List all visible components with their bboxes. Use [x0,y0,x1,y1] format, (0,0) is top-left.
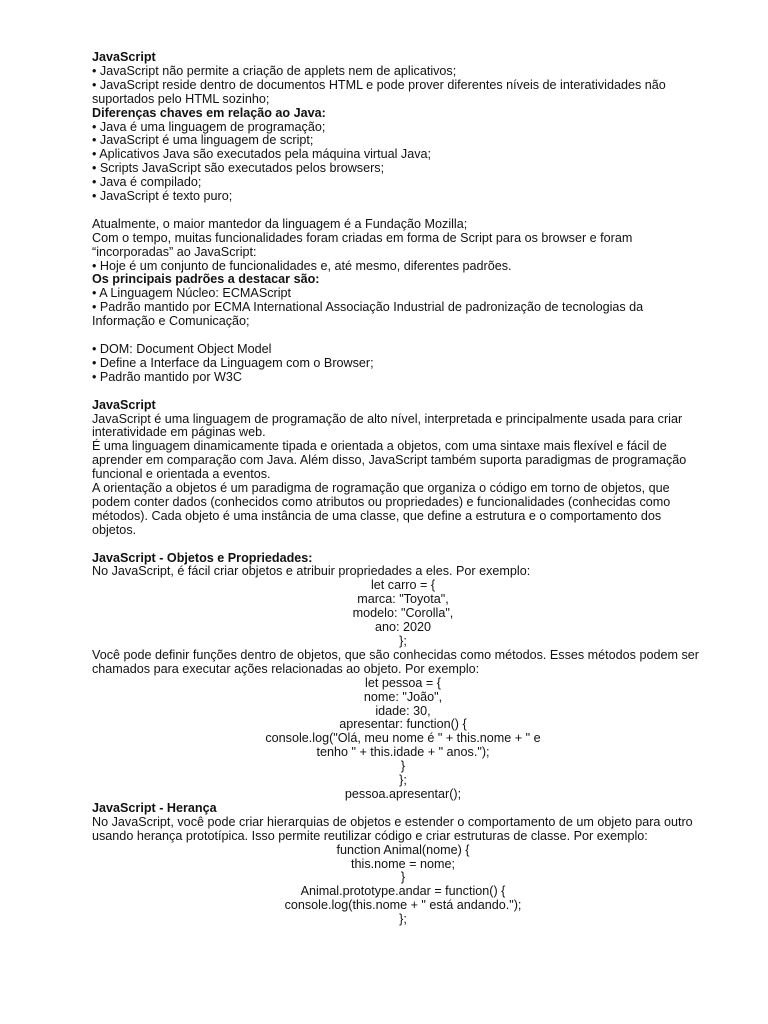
code-line: ano: 2020 [374,620,432,635]
paragraph-line: objetos. [92,522,137,537]
bullet-line: • DOM: Document Object Model [92,342,272,356]
code-line: Animal.prototype.andar = function() { [300,884,506,899]
bullet-line: • Hoje é um conjunto de funcionalidades e, até mesmo, diferentes padrões. [92,258,512,273]
paragraph-line: interatividade em páginas web. [92,425,266,440]
section-title-javascript-2: JavaScript [92,397,156,412]
code-line: apresentar: function() { [339,717,467,732]
bullet-line: • JavaScript não permite a criação de applets nem de aplicativos; [92,63,457,78]
blank-line [92,538,714,552]
section-title-diferencas: Diferenças chaves em relação ao Java: [92,105,326,120]
blank-line [92,329,714,343]
code-line: console.log("Olá, meu nome é " + this.nome + " e [265,731,541,746]
paragraph-line: A orientação a objetos é um paradigma de rogramação que organiza o código em torno de objetos, que [92,481,670,496]
bullet-line: • Define a Interface da Linguagem com o Browser; [92,355,374,370]
code-line: this.nome = nome; [351,856,455,871]
paragraph-line: podem conter dados (conhecidos como atributos ou propriedades) e funcionalidades (conhecidas como [92,494,671,509]
code-line: function Animal(nome) { [336,842,470,857]
blank-line [92,204,714,218]
paragraph-line: funcional e orientada a eventos. [92,467,271,482]
bullet-line: • Padrão mantido por W3C [92,369,243,384]
code-line: }; [399,634,407,648]
code-line: pessoa.apresentar(); [344,786,462,801]
bullet-line: • Aplicativos Java são executados pela máquina virtual Java; [92,147,432,162]
paragraph-line: Você pode definir funções dentro de objetos, que são conhecidas como métodos. Esses métodos podem ser [92,647,699,662]
code-line: }; [399,912,407,927]
bullet-line: • A Linguagem Núcleo: ECMAScript [92,286,292,301]
paragraph-line: usando herança prototípica. Isso permite reutilizar código e criar estruturas de classe. Por exemplo: [92,828,648,843]
section-title-heranca: JavaScript - Herança [92,800,217,815]
section-title-javascript: JavaScript [92,50,156,64]
paragraph-line: chamados para executar ações relacionadas ao objeto. Por exemplo: [92,661,480,676]
paragraph-line: No JavaScript, você pode criar hierarquias de objetos e estender o comportamento de um objeto para outro [92,814,693,829]
code-line: let carro = { [370,578,436,593]
paragraph-line: JavaScript é uma linguagem de programação de alto nível, interpretada e principalmente usada para criar [92,411,683,426]
bullet-line: • JavaScript é uma linguagem de script; [92,133,314,148]
code-line: } [400,870,406,885]
blank-line [92,385,714,399]
document-page [92,51,714,927]
paragraph-line: É uma linguagem dinamicamente tipada e orientada a objetos, com uma sintaxe mais flexível e fácil de [92,439,667,454]
code-line: let pessoa = { [365,675,441,690]
bullet-line: • Padrão mantido por ECMA International Associação Industrial de padronização de tecnologias da [92,300,644,315]
section-title-padroes: Os principais padrões a destacar são: [92,272,320,287]
bullet-line: • Scripts JavaScript são executados pelos browsers; [92,161,385,176]
bullet-line: • JavaScript reside dentro de documentos HTML e pode prover diferentes níveis de interatividades não [92,77,666,92]
paragraph-line: “incorporadas” ao JavaScript: [92,244,257,259]
bullet-line: Informação e Comunicação; [92,314,250,329]
section-title-objetos: JavaScript - Objetos e Propriedades: [92,550,313,565]
paragraph-line: aprender em comparação com Java. Além disso, JavaScript também suporta paradigmas de programação [92,453,687,468]
paragraph-line: Atualmente, o maior mantedor da linguagem é a Fundação Mozilla; [92,216,468,231]
code-line: }; [399,773,407,788]
bullet-line: suportados pelo HTML sozinho; [92,91,270,106]
code-line: } [400,759,406,774]
code-line: console.log(this.nome + " está andando."); [284,898,522,913]
bullet-line: • Java é uma linguagem de programação; [92,119,326,134]
code-line: marca: "Toyota", [357,592,449,607]
code-line: tenho " + this.idade + " anos."); [316,745,490,760]
paragraph-line: No JavaScript, é fácil criar objetos e atribuir propriedades a eles. Por exemplo: [92,564,531,579]
paragraph-line: métodos). Cada objeto é uma instância de uma classe, que define a estrutura e o comportamento dos [92,508,662,523]
code-line: modelo: "Corolla", [352,606,454,621]
bullet-line: • Java é compilado; [92,175,202,190]
paragraph-line: Com o tempo, muitas funcionalidades foram criadas em forma de Script para os browser e foram [92,230,633,245]
code-line: idade: 30, [375,703,431,718]
code-line: nome: "João", [363,689,443,704]
bullet-line: • JavaScript é texto puro; [92,189,233,204]
